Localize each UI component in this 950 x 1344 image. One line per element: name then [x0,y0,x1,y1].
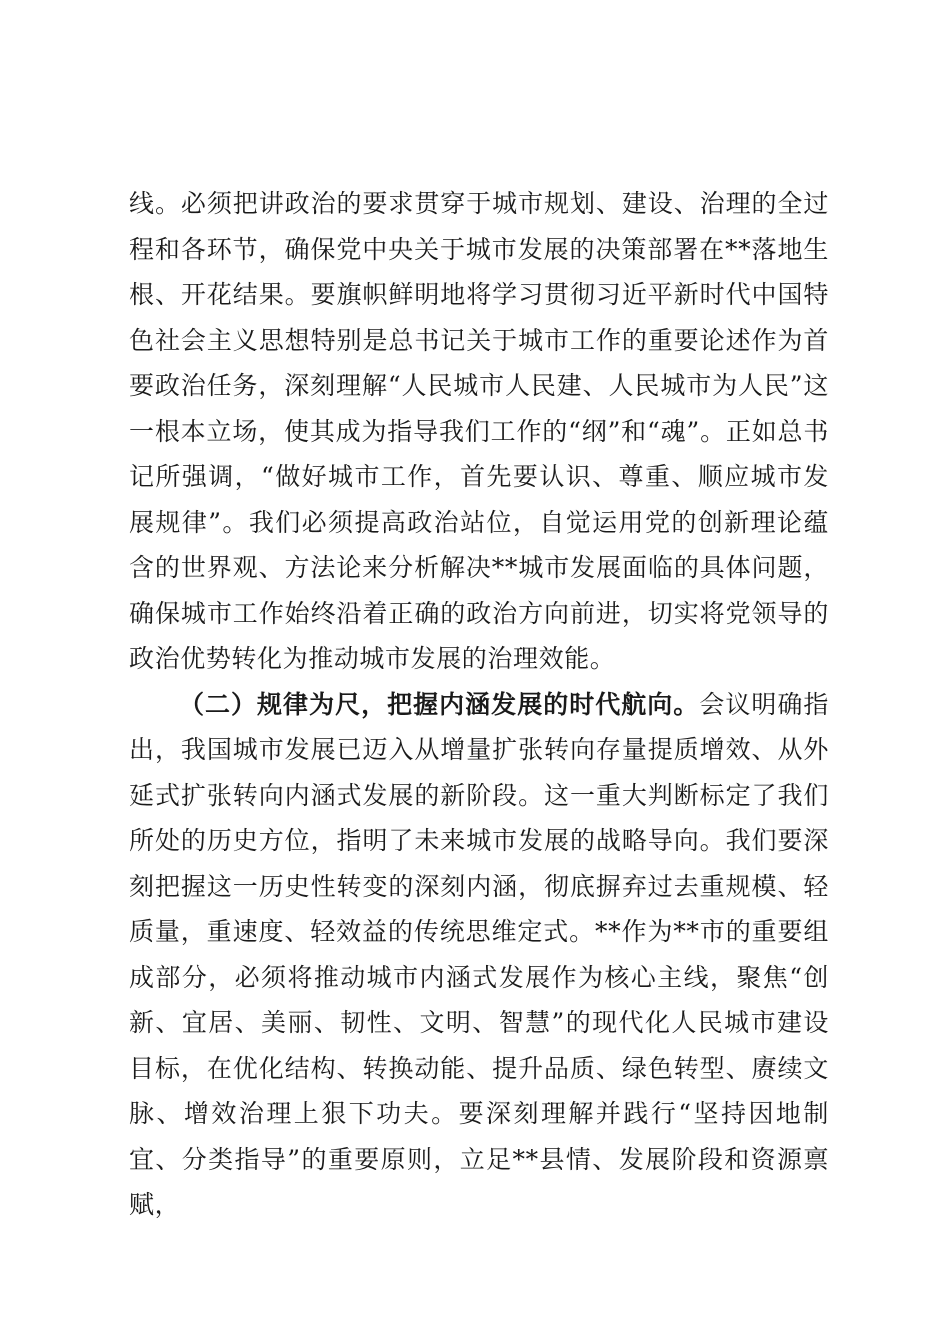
paragraph-section-two [129,682,829,1228]
document-body [129,181,829,1228]
paragraph-continuation [129,181,829,682]
section-heading: （二）规律为尺，把握内涵发展的时代航向。 [179,689,700,719]
paragraph-text: 会议明确指出，我国城市发展已迈入从增量扩张转向存量提质增效、从外延式扩张转向内涵式发展的新阶段。这一重大判断标定了我们所处的历史方位，指明了未来城市发展的战略导向。我们要深刻把握这一历史性转变的深刻内涵，彻底摒弃过去重规模、轻质量，重速度、轻效益的传统思维定式。**作为**市的重要组成部分，必须将推动城市内涵式发展作为核心主线，聚焦“创新、宜居、美丽、韧性、文明、智慧”的现代化人民城市建设目标，在优化结构、转换动能、提升品质、绿色转型、赓续文脉、增效治理上狠下功夫。要深刻理解并践行“坚持因地制宜、分类指导”的重要原则，立足**县情、发展阶段和资源禀赋， [129,689,829,1219]
paragraph-text: 线。必须把讲政治的要求贯穿于城市规划、建设、治理的全过程和各环节，确保党中央关于城市发展的决策部署在**落地生根、开花结果。要旗帜鲜明地将学习贯彻习近平新时代中国特色社会主义思想特别是总书记关于城市工作的重要论述作为首要政治任务，深刻理解“人民城市人民建、人民城市为人民”这一根本立场，使其成为指导我们工作的“纲”和“魂”。正如总书记所强调，“做好城市工作，首先要认识、尊重、顺应城市发展规律”。我们必须提高政治站位，自觉运用党的创新理论蕴含的世界观、方法论来分析解决**城市发展面临的具体问题，确保城市工作始终沿着正确的政治方向前进，切实将党领导的政治优势转化为推动城市发展的治理效能。 [129,189,829,673]
